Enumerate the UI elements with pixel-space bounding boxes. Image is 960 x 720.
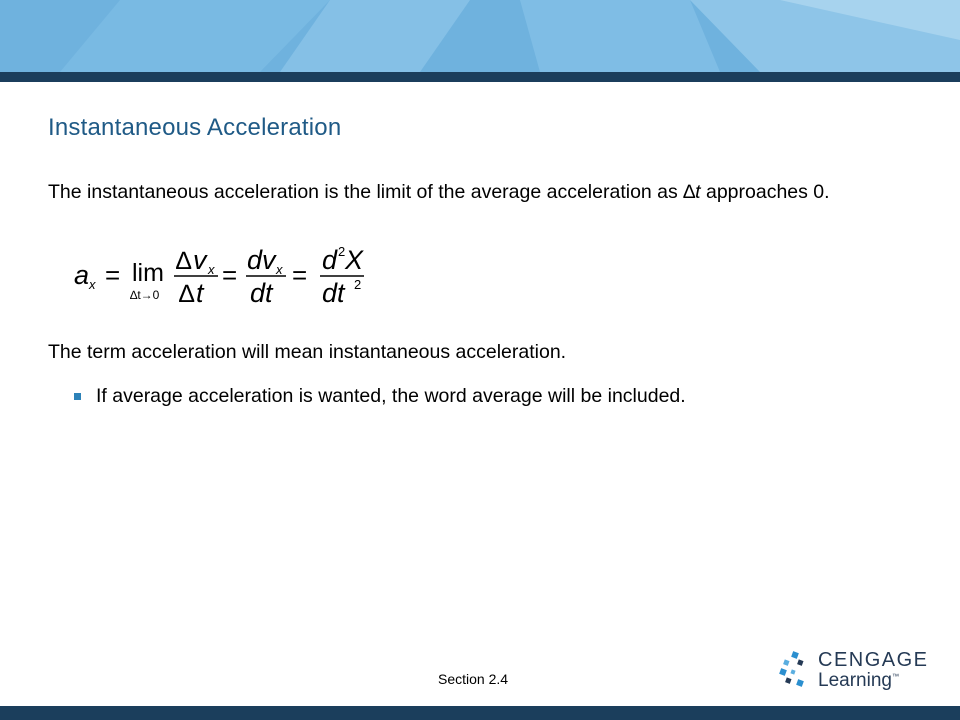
eq-x-sub: x (89, 277, 96, 292)
logo-trademark: ™ (891, 673, 899, 681)
slide-title: Instantaneous Acceleration (48, 114, 342, 141)
section-label: Section 2.4 (438, 671, 509, 687)
delta-symbol: ∆ (683, 181, 696, 203)
footer-bar (0, 706, 960, 720)
cengage-mark-icon (778, 650, 814, 690)
logo-wordmark-cengage: CENGAGE (818, 649, 929, 671)
eq-equals-3: = (292, 260, 308, 290)
header-rule (0, 72, 960, 82)
cengage-logo (778, 648, 938, 694)
eq-equals-2: = (222, 260, 238, 290)
terminology-paragraph: The term acceleration will mean instantaneous acceleration. (48, 341, 567, 363)
eq-lim: lim (132, 259, 164, 287)
eq-a: a (74, 260, 90, 290)
square-bullet-icon (74, 393, 81, 400)
banner-pattern (0, 0, 960, 72)
eq-t: t (196, 278, 204, 308)
eq-X: X (345, 245, 364, 275)
acceleration-equation (72, 245, 372, 309)
eq-limit-sub: ∆t→0 (130, 288, 160, 302)
time-variable: t (695, 181, 701, 203)
eq-dt-2: dt (322, 278, 345, 308)
logo-learning-text: Learning (818, 670, 892, 691)
eq-d: d (322, 245, 338, 275)
header-banner (0, 0, 960, 72)
eq-delta-1: ∆ (176, 247, 192, 275)
eq-sup-2a: 2 (338, 244, 346, 259)
eq-dt: dt (250, 278, 273, 308)
eq-sup-2b: 2 (354, 277, 362, 292)
eq-x-sub-2: x (208, 262, 215, 277)
definition-paragraph (48, 178, 918, 207)
eq-equals-1: = (105, 260, 121, 290)
definition-text-end: approaches 0. (700, 181, 830, 203)
bullet-item (74, 382, 686, 411)
eq-delta-2: ∆ (179, 280, 195, 308)
eq-x-sub-3: x (276, 262, 283, 277)
definition-text-start: The instantaneous acceleration is the limit of the average acceleration as (48, 181, 684, 203)
eq-v: v (193, 245, 207, 275)
eq-dv: dv (247, 245, 276, 275)
logo-wordmark-learning (818, 670, 899, 692)
bullet-text: If average acceleration is wanted, the word average will be included. (96, 385, 686, 407)
